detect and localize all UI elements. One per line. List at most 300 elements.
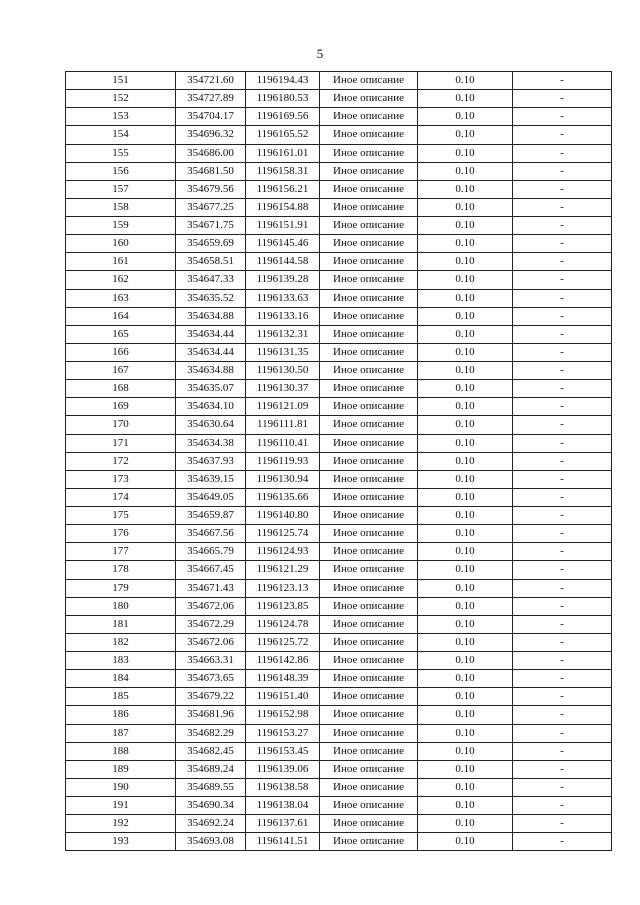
x-coordinate-cell: 354667.45	[176, 561, 246, 579]
accuracy-cell: 0.10	[418, 778, 513, 796]
table-row	[66, 325, 612, 343]
y-coordinate-cell: 1196124.93	[246, 543, 320, 561]
accuracy-cell: 0.10	[418, 325, 513, 343]
description-cell: Иное описание	[320, 742, 418, 760]
description-cell: Иное описание	[320, 615, 418, 633]
table-row	[66, 670, 612, 688]
table-row	[66, 108, 612, 126]
point-number-cell: 192	[66, 815, 176, 833]
y-coordinate-cell: 1196139.28	[246, 271, 320, 289]
x-coordinate-cell: 354682.45	[176, 742, 246, 760]
table-row	[66, 724, 612, 742]
table-row	[66, 579, 612, 597]
point-number-cell: 155	[66, 144, 176, 162]
table-row	[66, 833, 612, 851]
accuracy-cell: 0.10	[418, 144, 513, 162]
note-cell: -	[513, 543, 612, 561]
table-row	[66, 633, 612, 651]
accuracy-cell: 0.10	[418, 162, 513, 180]
y-coordinate-cell: 1196169.56	[246, 108, 320, 126]
x-coordinate-cell: 354672.06	[176, 633, 246, 651]
note-cell: -	[513, 180, 612, 198]
x-coordinate-cell: 354671.75	[176, 217, 246, 235]
table-row	[66, 253, 612, 271]
point-number-cell: 166	[66, 343, 176, 361]
x-coordinate-cell: 354659.87	[176, 507, 246, 525]
point-number-cell: 186	[66, 706, 176, 724]
description-cell: Иное описание	[320, 833, 418, 851]
point-number-cell: 161	[66, 253, 176, 271]
description-cell: Иное описание	[320, 144, 418, 162]
x-coordinate-cell: 354634.44	[176, 325, 246, 343]
table-row	[66, 362, 612, 380]
note-cell: -	[513, 670, 612, 688]
note-cell: -	[513, 72, 612, 90]
x-coordinate-cell: 354696.32	[176, 126, 246, 144]
accuracy-cell: 0.10	[418, 742, 513, 760]
description-cell: Иное описание	[320, 597, 418, 615]
table-row	[66, 307, 612, 325]
y-coordinate-cell: 1196153.27	[246, 724, 320, 742]
y-coordinate-cell: 1196144.58	[246, 253, 320, 271]
x-coordinate-cell: 354727.89	[176, 90, 246, 108]
accuracy-cell: 0.10	[418, 488, 513, 506]
x-coordinate-cell: 354672.06	[176, 597, 246, 615]
description-cell: Иное описание	[320, 670, 418, 688]
x-coordinate-cell: 354635.07	[176, 380, 246, 398]
table-row	[66, 797, 612, 815]
point-number-cell: 151	[66, 72, 176, 90]
table-row	[66, 217, 612, 235]
table-row	[66, 198, 612, 216]
x-coordinate-cell: 354634.88	[176, 362, 246, 380]
point-number-cell: 157	[66, 180, 176, 198]
x-coordinate-cell: 354679.22	[176, 688, 246, 706]
x-coordinate-cell: 354721.60	[176, 72, 246, 90]
description-cell: Иное описание	[320, 325, 418, 343]
table-row	[66, 343, 612, 361]
y-coordinate-cell: 1196161.01	[246, 144, 320, 162]
description-cell: Иное описание	[320, 561, 418, 579]
table-row	[66, 543, 612, 561]
point-number-cell: 183	[66, 652, 176, 670]
table-row	[66, 126, 612, 144]
page-number: 5	[316, 46, 324, 61]
description-cell: Иное описание	[320, 126, 418, 144]
x-coordinate-cell: 354682.29	[176, 724, 246, 742]
point-number-cell: 177	[66, 543, 176, 561]
note-cell: -	[513, 688, 612, 706]
description-cell: Иное описание	[320, 90, 418, 108]
table-row	[66, 470, 612, 488]
accuracy-cell: 0.10	[418, 434, 513, 452]
y-coordinate-cell: 1196123.13	[246, 579, 320, 597]
description-cell: Иное описание	[320, 72, 418, 90]
table-row	[66, 706, 612, 724]
description-cell: Иное описание	[320, 380, 418, 398]
point-number-cell: 184	[66, 670, 176, 688]
x-coordinate-cell: 354677.25	[176, 198, 246, 216]
note-cell: -	[513, 90, 612, 108]
point-number-cell: 172	[66, 452, 176, 470]
y-coordinate-cell: 1196123.85	[246, 597, 320, 615]
x-coordinate-cell: 354704.17	[176, 108, 246, 126]
description-cell: Иное описание	[320, 416, 418, 434]
accuracy-cell: 0.10	[418, 253, 513, 271]
point-number-cell: 187	[66, 724, 176, 742]
accuracy-cell: 0.10	[418, 561, 513, 579]
point-number-cell: 169	[66, 398, 176, 416]
description-cell: Иное описание	[320, 217, 418, 235]
x-coordinate-cell: 354639.15	[176, 470, 246, 488]
point-number-cell: 180	[66, 597, 176, 615]
description-cell: Иное описание	[320, 253, 418, 271]
y-coordinate-cell: 1196130.94	[246, 470, 320, 488]
y-coordinate-cell: 1196133.16	[246, 307, 320, 325]
accuracy-cell: 0.10	[418, 652, 513, 670]
table-row	[66, 180, 612, 198]
y-coordinate-cell: 1196180.53	[246, 90, 320, 108]
point-number-cell: 168	[66, 380, 176, 398]
accuracy-cell: 0.10	[418, 235, 513, 253]
note-cell: -	[513, 615, 612, 633]
description-cell: Иное описание	[320, 543, 418, 561]
description-cell: Иное описание	[320, 778, 418, 796]
note-cell: -	[513, 579, 612, 597]
description-cell: Иное описание	[320, 488, 418, 506]
x-coordinate-cell: 354634.38	[176, 434, 246, 452]
accuracy-cell: 0.10	[418, 198, 513, 216]
accuracy-cell: 0.10	[418, 797, 513, 815]
x-coordinate-cell: 354693.08	[176, 833, 246, 851]
note-cell: -	[513, 362, 612, 380]
note-cell: -	[513, 144, 612, 162]
accuracy-cell: 0.10	[418, 579, 513, 597]
table-row	[66, 561, 612, 579]
y-coordinate-cell: 1196133.63	[246, 289, 320, 307]
x-coordinate-cell: 354681.96	[176, 706, 246, 724]
x-coordinate-cell: 354630.64	[176, 416, 246, 434]
description-cell: Иное описание	[320, 289, 418, 307]
note-cell: -	[513, 380, 612, 398]
description-cell: Иное описание	[320, 162, 418, 180]
table-row	[66, 688, 612, 706]
y-coordinate-cell: 1196121.09	[246, 398, 320, 416]
note-cell: -	[513, 470, 612, 488]
point-number-cell: 188	[66, 742, 176, 760]
accuracy-cell: 0.10	[418, 90, 513, 108]
table-row	[66, 380, 612, 398]
note-cell: -	[513, 343, 612, 361]
note-cell: -	[513, 561, 612, 579]
point-number-cell: 167	[66, 362, 176, 380]
table-row	[66, 778, 612, 796]
table-row	[66, 235, 612, 253]
y-coordinate-cell: 1196151.91	[246, 217, 320, 235]
note-cell: -	[513, 307, 612, 325]
y-coordinate-cell: 1196138.04	[246, 797, 320, 815]
point-number-cell: 174	[66, 488, 176, 506]
accuracy-cell: 0.10	[418, 72, 513, 90]
accuracy-cell: 0.10	[418, 706, 513, 724]
accuracy-cell: 0.10	[418, 833, 513, 851]
y-coordinate-cell: 1196139.06	[246, 760, 320, 778]
description-cell: Иное описание	[320, 652, 418, 670]
y-coordinate-cell: 1196148.39	[246, 670, 320, 688]
y-coordinate-cell: 1196153.45	[246, 742, 320, 760]
note-cell: -	[513, 452, 612, 470]
point-number-cell: 153	[66, 108, 176, 126]
coordinates-table	[65, 71, 612, 851]
table-row	[66, 90, 612, 108]
point-number-cell: 182	[66, 633, 176, 651]
description-cell: Иное описание	[320, 507, 418, 525]
accuracy-cell: 0.10	[418, 126, 513, 144]
accuracy-cell: 0.10	[418, 398, 513, 416]
point-number-cell: 171	[66, 434, 176, 452]
description-cell: Иное описание	[320, 633, 418, 651]
y-coordinate-cell: 1196119.93	[246, 452, 320, 470]
description-cell: Иное описание	[320, 525, 418, 543]
table-row	[66, 652, 612, 670]
note-cell: -	[513, 271, 612, 289]
table-row	[66, 144, 612, 162]
point-number-cell: 179	[66, 579, 176, 597]
table-row	[66, 525, 612, 543]
accuracy-cell: 0.10	[418, 688, 513, 706]
point-number-cell: 170	[66, 416, 176, 434]
description-cell: Иное описание	[320, 579, 418, 597]
x-coordinate-cell: 354673.65	[176, 670, 246, 688]
note-cell: -	[513, 833, 612, 851]
table-row	[66, 398, 612, 416]
note-cell: -	[513, 253, 612, 271]
description-cell: Иное описание	[320, 760, 418, 778]
x-coordinate-cell: 354681.50	[176, 162, 246, 180]
accuracy-cell: 0.10	[418, 724, 513, 742]
table-row	[66, 162, 612, 180]
y-coordinate-cell: 1196142.86	[246, 652, 320, 670]
x-coordinate-cell: 354659.69	[176, 235, 246, 253]
point-number-cell: 175	[66, 507, 176, 525]
description-cell: Иное описание	[320, 434, 418, 452]
x-coordinate-cell: 354692.24	[176, 815, 246, 833]
point-number-cell: 154	[66, 126, 176, 144]
y-coordinate-cell: 1196138.58	[246, 778, 320, 796]
point-number-cell: 181	[66, 615, 176, 633]
note-cell: -	[513, 778, 612, 796]
note-cell: -	[513, 597, 612, 615]
note-cell: -	[513, 633, 612, 651]
note-cell: -	[513, 760, 612, 778]
y-coordinate-cell: 1196151.40	[246, 688, 320, 706]
note-cell: -	[513, 706, 612, 724]
table-row	[66, 72, 612, 90]
table-row	[66, 760, 612, 778]
table-row	[66, 452, 612, 470]
y-coordinate-cell: 1196156.21	[246, 180, 320, 198]
table-row	[66, 597, 612, 615]
x-coordinate-cell: 354689.24	[176, 760, 246, 778]
table-row	[66, 271, 612, 289]
x-coordinate-cell: 354637.93	[176, 452, 246, 470]
y-coordinate-cell: 1196125.74	[246, 525, 320, 543]
description-cell: Иное описание	[320, 815, 418, 833]
note-cell: -	[513, 797, 612, 815]
x-coordinate-cell: 354658.51	[176, 253, 246, 271]
description-cell: Иное описание	[320, 180, 418, 198]
point-number-cell: 163	[66, 289, 176, 307]
description-cell: Иное описание	[320, 706, 418, 724]
accuracy-cell: 0.10	[418, 525, 513, 543]
point-number-cell: 156	[66, 162, 176, 180]
x-coordinate-cell: 354667.56	[176, 525, 246, 543]
note-cell: -	[513, 815, 612, 833]
note-cell: -	[513, 162, 612, 180]
description-cell: Иное описание	[320, 452, 418, 470]
description-cell: Иное описание	[320, 108, 418, 126]
table-row	[66, 815, 612, 833]
table-row	[66, 507, 612, 525]
y-coordinate-cell: 1196145.46	[246, 235, 320, 253]
description-cell: Иное описание	[320, 343, 418, 361]
x-coordinate-cell: 354665.79	[176, 543, 246, 561]
note-cell: -	[513, 108, 612, 126]
table-body	[66, 72, 612, 851]
x-coordinate-cell: 354634.44	[176, 343, 246, 361]
x-coordinate-cell: 354690.34	[176, 797, 246, 815]
note-cell: -	[513, 217, 612, 235]
point-number-cell: 189	[66, 760, 176, 778]
y-coordinate-cell: 1196130.50	[246, 362, 320, 380]
y-coordinate-cell: 1196154.88	[246, 198, 320, 216]
table-row	[66, 488, 612, 506]
accuracy-cell: 0.10	[418, 815, 513, 833]
point-number-cell: 165	[66, 325, 176, 343]
accuracy-cell: 0.10	[418, 597, 513, 615]
y-coordinate-cell: 1196131.35	[246, 343, 320, 361]
accuracy-cell: 0.10	[418, 543, 513, 561]
y-coordinate-cell: 1196194.43	[246, 72, 320, 90]
point-number-cell: 178	[66, 561, 176, 579]
description-cell: Иное описание	[320, 362, 418, 380]
x-coordinate-cell: 354647.33	[176, 271, 246, 289]
y-coordinate-cell: 1196165.52	[246, 126, 320, 144]
accuracy-cell: 0.10	[418, 760, 513, 778]
description-cell: Иное описание	[320, 235, 418, 253]
accuracy-cell: 0.10	[418, 180, 513, 198]
x-coordinate-cell: 354634.88	[176, 307, 246, 325]
note-cell: -	[513, 652, 612, 670]
y-coordinate-cell: 1196111.81	[246, 416, 320, 434]
accuracy-cell: 0.10	[418, 307, 513, 325]
x-coordinate-cell: 354634.10	[176, 398, 246, 416]
note-cell: -	[513, 235, 612, 253]
point-number-cell: 164	[66, 307, 176, 325]
description-cell: Иное описание	[320, 307, 418, 325]
x-coordinate-cell: 354671.43	[176, 579, 246, 597]
note-cell: -	[513, 507, 612, 525]
point-number-cell: 185	[66, 688, 176, 706]
accuracy-cell: 0.10	[418, 271, 513, 289]
accuracy-cell: 0.10	[418, 289, 513, 307]
note-cell: -	[513, 525, 612, 543]
table-row	[66, 289, 612, 307]
y-coordinate-cell: 1196110.41	[246, 434, 320, 452]
accuracy-cell: 0.10	[418, 507, 513, 525]
note-cell: -	[513, 289, 612, 307]
x-coordinate-cell: 354679.56	[176, 180, 246, 198]
note-cell: -	[513, 434, 612, 452]
x-coordinate-cell: 354635.52	[176, 289, 246, 307]
note-cell: -	[513, 724, 612, 742]
description-cell: Иное описание	[320, 271, 418, 289]
note-cell: -	[513, 325, 612, 343]
accuracy-cell: 0.10	[418, 362, 513, 380]
point-number-cell: 191	[66, 797, 176, 815]
point-number-cell: 158	[66, 198, 176, 216]
x-coordinate-cell: 354689.55	[176, 778, 246, 796]
y-coordinate-cell: 1196135.66	[246, 488, 320, 506]
x-coordinate-cell: 354672.29	[176, 615, 246, 633]
note-cell: -	[513, 126, 612, 144]
point-number-cell: 159	[66, 217, 176, 235]
accuracy-cell: 0.10	[418, 470, 513, 488]
accuracy-cell: 0.10	[418, 108, 513, 126]
point-number-cell: 173	[66, 470, 176, 488]
point-number-cell: 162	[66, 271, 176, 289]
table-row	[66, 742, 612, 760]
description-cell: Иное описание	[320, 724, 418, 742]
x-coordinate-cell: 354663.31	[176, 652, 246, 670]
y-coordinate-cell: 1196125.72	[246, 633, 320, 651]
y-coordinate-cell: 1196130.37	[246, 380, 320, 398]
x-coordinate-cell: 354686.00	[176, 144, 246, 162]
description-cell: Иное описание	[320, 797, 418, 815]
note-cell: -	[513, 198, 612, 216]
accuracy-cell: 0.10	[418, 343, 513, 361]
x-coordinate-cell: 354649.05	[176, 488, 246, 506]
y-coordinate-cell: 1196121.29	[246, 561, 320, 579]
accuracy-cell: 0.10	[418, 217, 513, 235]
accuracy-cell: 0.10	[418, 670, 513, 688]
y-coordinate-cell: 1196137.61	[246, 815, 320, 833]
description-cell: Иное описание	[320, 198, 418, 216]
y-coordinate-cell: 1196158.31	[246, 162, 320, 180]
description-cell: Иное описание	[320, 398, 418, 416]
note-cell: -	[513, 488, 612, 506]
accuracy-cell: 0.10	[418, 380, 513, 398]
accuracy-cell: 0.10	[418, 416, 513, 434]
description-cell: Иное описание	[320, 688, 418, 706]
description-cell: Иное описание	[320, 470, 418, 488]
note-cell: -	[513, 398, 612, 416]
table-row	[66, 416, 612, 434]
point-number-cell: 176	[66, 525, 176, 543]
table-row	[66, 434, 612, 452]
point-number-cell: 160	[66, 235, 176, 253]
y-coordinate-cell: 1196132.31	[246, 325, 320, 343]
accuracy-cell: 0.10	[418, 452, 513, 470]
y-coordinate-cell: 1196140.80	[246, 507, 320, 525]
table-row	[66, 615, 612, 633]
point-number-cell: 193	[66, 833, 176, 851]
accuracy-cell: 0.10	[418, 633, 513, 651]
note-cell: -	[513, 742, 612, 760]
point-number-cell: 190	[66, 778, 176, 796]
y-coordinate-cell: 1196152.98	[246, 706, 320, 724]
note-cell: -	[513, 416, 612, 434]
